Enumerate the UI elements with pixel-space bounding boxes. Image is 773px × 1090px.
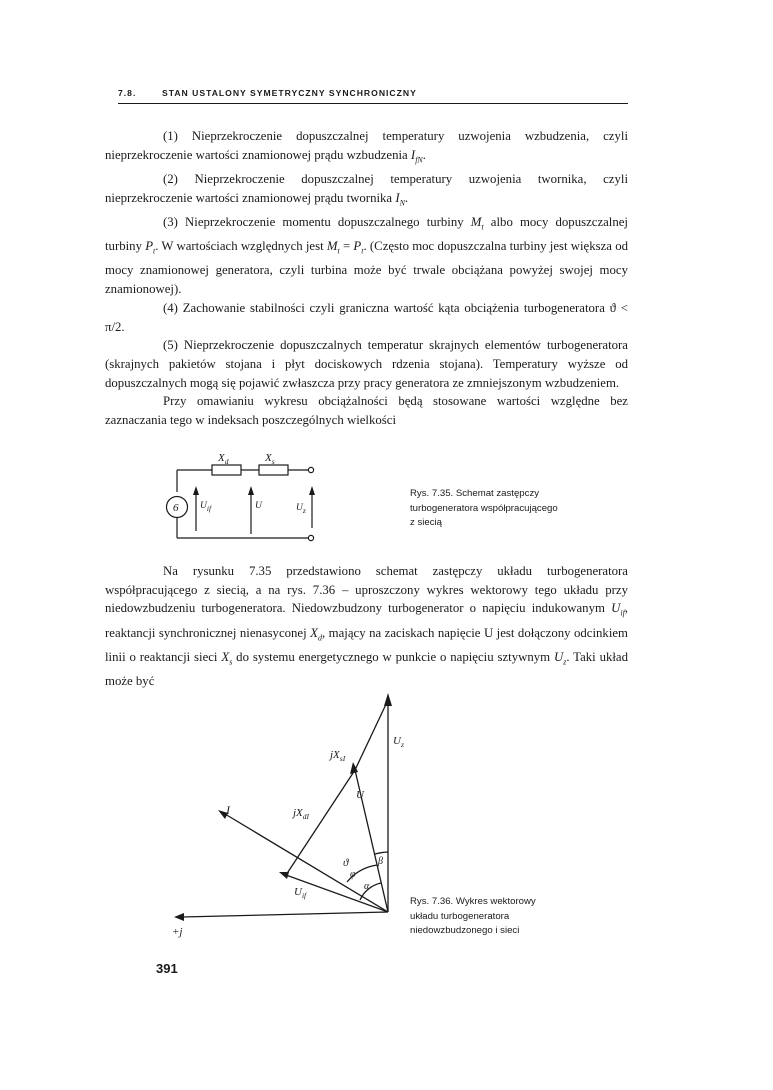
page-number: 391 bbox=[156, 961, 178, 976]
real-axis bbox=[182, 912, 388, 917]
xd-label: $X_d$ bbox=[218, 452, 229, 466]
body-text-top bbox=[105, 127, 628, 430]
figure-caption-7-36 bbox=[410, 895, 610, 939]
caption-line: niedowzbudzonego i sieci bbox=[410, 925, 520, 936]
theta-label: ϑ bbox=[343, 857, 349, 869]
caption-line: Rys. 7.35. Schemat zastępczy bbox=[410, 488, 540, 499]
source-number: 6 bbox=[173, 502, 179, 514]
uz-arrowhead bbox=[384, 693, 392, 706]
header-rule bbox=[118, 103, 628, 104]
paragraph: (1) Nieprzekroczenie dopuszczalnej temperatury uzwojenia wzbudzenia, czyli nieprzekroczenie wartości znamionowej prądu wzbudzenia $I_{fN}$. bbox=[105, 129, 628, 165]
jxs-phasor-label: $jX_{sI}$ bbox=[330, 749, 346, 763]
section-number: 7.8. bbox=[118, 88, 137, 98]
paragraph: (4) Zachowanie stabilności czyli graniczna wartość kąta obciążenia turbogeneratora ϑ < π/2. bbox=[105, 300, 628, 334]
paragraph: (3) Nieprzekroczenie momentu dopuszczalnego turbiny $M_t$ albo mocy dopuszczalnej turbiny $P_t$. W wartościach względnych jest $M_t = P_t$. (Często moc dopuszczalna turbiny jest większa od mocy znamionowej generatora, czyli turbina może być trwale obciążana powyżej swojej mocy znamionowej). bbox=[105, 214, 628, 297]
caption-line: z siecią bbox=[410, 517, 442, 528]
paragraph: (5) Nieprzekroczenie dopuszczalnych temperatur skrajnych elementów turbogeneratora (skrajnych pakietów stojana i płyt dociskowych rdzenia stojana). Temperatury wyższe od dopuszczalnych mogą się pojawić zwłaszcza przy pracy generatora ze zmniejszonym wzbudzeniem. bbox=[105, 338, 628, 390]
u-phasor-label: U bbox=[356, 789, 364, 801]
alpha-label: α bbox=[364, 881, 370, 892]
caption-line: Rys. 7.36. Wykres wektorowy bbox=[410, 896, 536, 907]
u-arrowhead bbox=[350, 762, 358, 774]
plus-j-label: +j bbox=[172, 926, 183, 938]
paragraph: (2) Nieprzekroczenie dopuszczalnej temperatury uzwojenia twornika, czyli nieprzekroczenie wartości znamionowej prądu twornika $I_N$. bbox=[105, 171, 628, 208]
jxd-phasor-label: $jX_{dI}$ bbox=[293, 807, 310, 821]
uz-phasor-label: $U_z$ bbox=[393, 735, 404, 749]
figure-caption-7-35 bbox=[410, 487, 610, 531]
i-phasor-label: I bbox=[226, 803, 230, 817]
uif-phasor-label: $U_{if}$ bbox=[294, 886, 307, 900]
phi-label: φ bbox=[350, 869, 356, 880]
i-vector bbox=[225, 814, 388, 912]
caption-line: turbogeneratora współpracującego bbox=[410, 502, 558, 514]
caption-line: układu turbogeneratora bbox=[410, 910, 510, 922]
paragraph: Na rysunku 7.35 przedstawiono schemat zastępczy układu turbogeneratora współpracującego z siecią, a na rys. 7.36 – uproszczony wykres wektorowy tego układu przy niedowzbudzeniu turbogeneratora. Niedowzbudzony turbogenerator o napięciu indukowanym $U_{if}$, reaktancji synchronicznej nienasyconej $X_d$, mający na zaciskach napięcie U jest dołączony odcinkiem linii o reaktancji sieci $X_s$ do systemu energetycznego w punkcie o napięciu sztywnym $U_z$. Taki układ może być bbox=[105, 564, 629, 689]
body-text-middle bbox=[105, 562, 628, 691]
equivalent-circuit-diagram bbox=[145, 446, 330, 546]
jxs-vector bbox=[355, 700, 388, 770]
phasor-diagram bbox=[170, 690, 404, 940]
uif-arrowhead bbox=[279, 872, 289, 879]
uz-label: $U_z$ bbox=[296, 503, 306, 515]
u-label: U bbox=[255, 501, 262, 511]
beta-label: β bbox=[378, 856, 383, 867]
beta-arc bbox=[375, 852, 388, 854]
paragraph: Przy omawianiu wykresu obciążalności będą stosowane wartości względne bez zaznaczania tego w indeksach poszczególnych wielkości bbox=[105, 394, 628, 428]
axis-arrowhead bbox=[174, 913, 184, 921]
uif-label: $U_{if}$ bbox=[200, 501, 212, 513]
xs-label: $X_s$ bbox=[265, 452, 275, 466]
section-title: STAN USTALONY SYMETRYCZNY SYNCHRONICZNY bbox=[162, 88, 417, 98]
